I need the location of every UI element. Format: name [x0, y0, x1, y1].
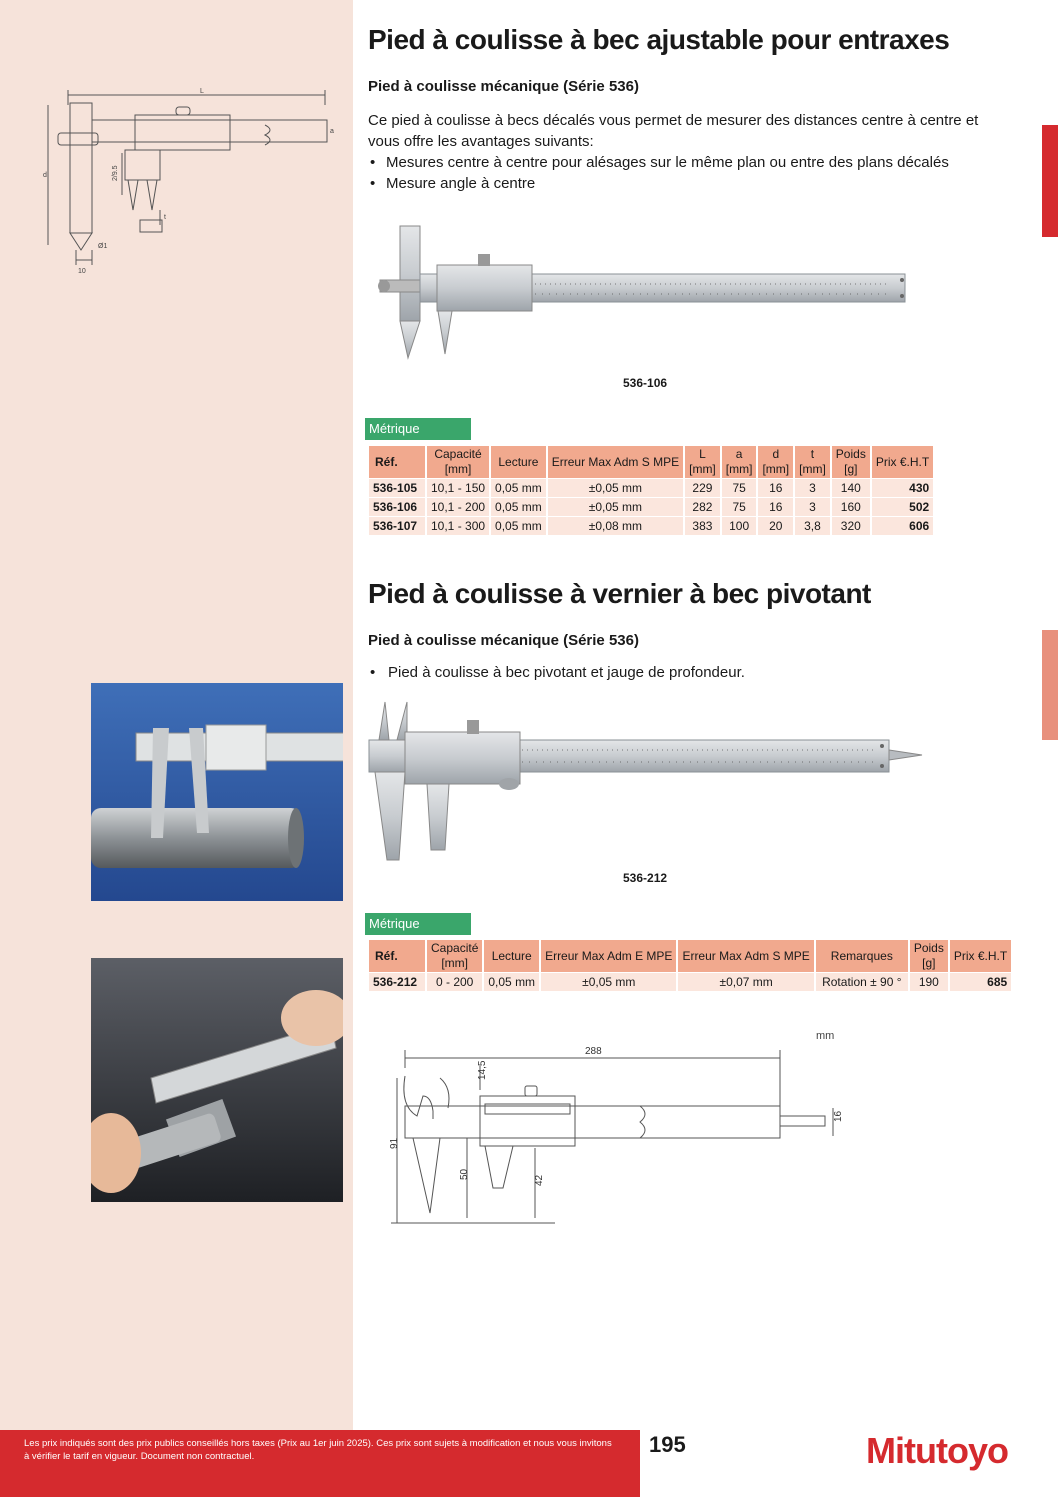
col-d: d [mm] [758, 446, 793, 478]
cell-prix: 606 [872, 517, 933, 535]
col-prix: Prix €.H.T [872, 446, 933, 478]
section-tab-red [1042, 125, 1058, 237]
cell-lecture: 0,05 mm [484, 973, 539, 991]
cell-erreur-s: ±0,08 mm [548, 517, 683, 535]
table-row [369, 517, 933, 535]
section2-subtitle: Pied à coulisse mécanique (Série 536) [368, 632, 639, 649]
product-image-536-212 [367, 700, 927, 868]
dim-L: L [200, 88, 204, 95]
dim-t: t [164, 214, 166, 221]
col-ref: Réf. [369, 446, 425, 478]
table-header-row [369, 446, 933, 478]
cell-ref: 536-212 [369, 973, 425, 991]
dim-a: a [330, 128, 334, 135]
technical-drawing-swivel-caliper [385, 1028, 855, 1233]
cell-poids: 160 [832, 498, 870, 516]
cell-capacite: 0 - 200 [427, 973, 482, 991]
table-row [369, 479, 933, 497]
metric-label: Métrique [365, 913, 471, 935]
section1-intro: Ce pied à coulisse à becs décalés vous permet de mesurer des distances centre à centre et vous offre les avantages suivants: [368, 112, 979, 150]
cell-t: 3,8 [795, 517, 830, 535]
metric-label: Métrique [365, 418, 471, 440]
cell-prix: 502 [872, 498, 933, 516]
spec-table-section2 [367, 939, 1013, 992]
footer-disclaimer: Les prix indiqués sont des prix publics conseillés hors taxes (Prix au 1er juin 2025). Ces prix sont sujets à modification et nous vous invitons à vérifier le tarif en vigueur. Document non contractuel. [24, 1438, 612, 1462]
cell-d: 16 [758, 479, 793, 497]
cell-L: 229 [685, 479, 720, 497]
product-caption-536-212: 536-212 [623, 871, 668, 885]
section1-bullet: • Mesure angle à centre [368, 173, 1008, 194]
photo-caliper-measuring-shaft [91, 683, 343, 901]
product-caption-536-106: 536-106 [623, 376, 668, 390]
col-poids: Poids [g] [832, 446, 870, 478]
cell-d: 16 [758, 498, 793, 516]
dim-o1: Ø1 [98, 243, 108, 250]
cell-a: 100 [722, 517, 757, 535]
cell-d: 20 [758, 517, 793, 535]
page-number: 195 [649, 1432, 686, 1457]
cell-L: 282 [685, 498, 720, 516]
col-capacite: Capacité [mm] [427, 940, 482, 972]
cell-ref: 536-107 [369, 517, 425, 535]
section1-subtitle: Pied à coulisse mécanique (Série 536) [368, 78, 639, 95]
cell-ref: 536-105 [369, 479, 425, 497]
dim-42: 42 [534, 1174, 545, 1186]
table-header-row [369, 940, 1011, 972]
technical-drawing-offset-caliper [40, 85, 340, 275]
section2-title: Pied à coulisse à vernier à bec pivotant [368, 578, 871, 609]
cell-a: 75 [722, 498, 757, 516]
dim-d: d [43, 172, 47, 179]
col-a: a [mm] [722, 446, 757, 478]
cell-a: 75 [722, 479, 757, 497]
cell-prix: 685 [950, 973, 1011, 991]
table-row [369, 498, 933, 516]
col-erreur-s: Erreur Max Adm S MPE [678, 940, 813, 972]
section-tab-salmon [1042, 630, 1058, 740]
dim-91: 91 [389, 1137, 400, 1149]
cell-t: 3 [795, 498, 830, 516]
col-prix: Prix €.H.T [950, 940, 1011, 972]
cell-capacite: 10,1 - 300 [427, 517, 489, 535]
cell-poids: 320 [832, 517, 870, 535]
dim-288: 288 [585, 1046, 602, 1057]
col-erreur-e: Erreur Max Adm E MPE [541, 940, 676, 972]
cell-lecture: 0,05 mm [491, 498, 546, 516]
dim-50: 50 [459, 1168, 470, 1180]
cell-lecture: 0,05 mm [491, 517, 546, 535]
col-capacite: Capacité [mm] [427, 446, 489, 478]
col-t: t [mm] [795, 446, 830, 478]
dim-10: 10 [78, 268, 86, 275]
col-ref: Réf. [369, 940, 425, 972]
cell-t: 3 [795, 479, 830, 497]
cell-prix: 430 [872, 479, 933, 497]
cell-capacite: 10,1 - 150 [427, 479, 489, 497]
section2-bullet: • Pied à coulisse à bec pivotant et jauge de profondeur. [368, 662, 1008, 683]
col-poids: Poids [g] [910, 940, 948, 972]
col-L: L [mm] [685, 446, 720, 478]
dim-2-9-5: 2/9.5 [112, 165, 119, 181]
section1-bullet: • Mesures centre à centre pour alésages sur le même plan ou entre des plans décalés [368, 152, 1008, 173]
cell-L: 383 [685, 517, 720, 535]
cell-poids: 190 [910, 973, 948, 991]
cell-poids: 140 [832, 479, 870, 497]
cell-lecture: 0,05 mm [491, 479, 546, 497]
section1-description [368, 110, 1008, 194]
col-erreur-s: Erreur Max Adm S MPE [548, 446, 683, 478]
cell-capacite: 10,1 - 200 [427, 498, 489, 516]
mitutoyo-logo: Mitutoyo [866, 1430, 1008, 1471]
col-lecture: Lecture [491, 446, 546, 478]
product-image-536-106 [370, 222, 915, 362]
drawing-unit-label: mm [816, 1030, 835, 1042]
cell-remarques: Rotation ± 90 ° [816, 973, 908, 991]
table-row [369, 973, 1011, 991]
cell-erreur-e: ±0,05 mm [541, 973, 676, 991]
cell-erreur-s: ±0,07 mm [678, 973, 813, 991]
col-lecture: Lecture [484, 940, 539, 972]
col-remarques: Remarques [816, 940, 908, 972]
photo-caliper-hand-use [91, 958, 343, 1202]
cell-erreur-s: ±0,05 mm [548, 479, 683, 497]
section1-title: Pied à coulisse à bec ajustable pour entraxes [368, 24, 950, 55]
cell-ref: 536-106 [369, 498, 425, 516]
dim-16: 16 [833, 1110, 844, 1122]
spec-table-section1 [367, 445, 935, 536]
cell-erreur-s: ±0,05 mm [548, 498, 683, 516]
section2-description [368, 662, 1008, 683]
dim-14-5: 14,5 [477, 1060, 488, 1080]
